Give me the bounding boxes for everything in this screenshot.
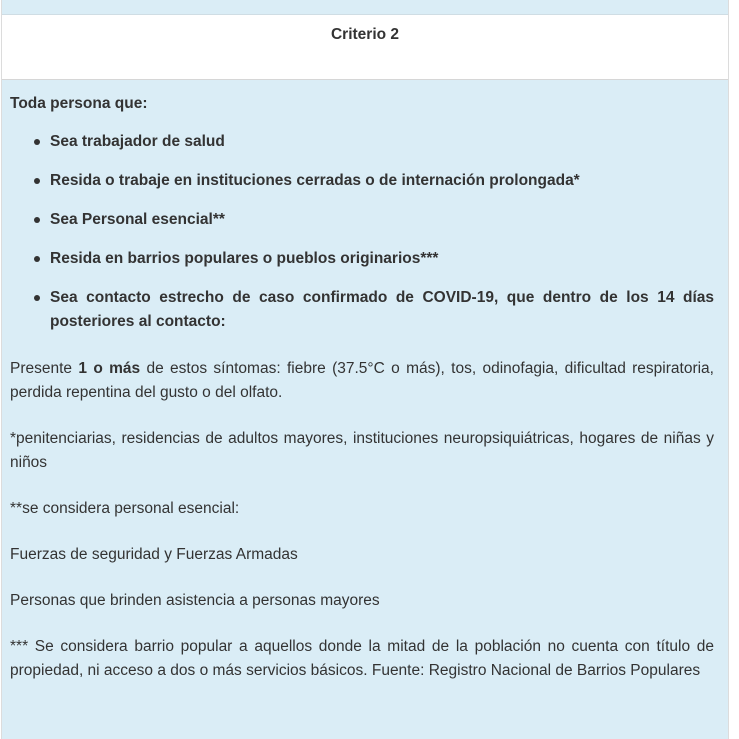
essential-staff-security: Fuerzas de seguridad y Fuerzas Armadas xyxy=(10,546,298,563)
criteria-list xyxy=(10,130,714,334)
table-bottom-edge xyxy=(2,735,728,739)
symptoms-prefix: Presente xyxy=(10,360,79,377)
table-header-cell xyxy=(2,15,728,80)
symptoms-suffix: de estos síntomas: fiebre (37.5°C o más), tos, odinofagia, dificultad respiratoria, perdida repentina del gusto o del olfato. xyxy=(10,360,714,401)
header-title: Criterio 2 xyxy=(330,26,400,43)
criteria-table xyxy=(1,0,729,739)
footnote-essential-staff: **se considera personal esencial: xyxy=(10,500,240,517)
criteria-item: Sea contacto estrecho de caso confirmado de COVID-19, que dentro de los 14 días posteriores al contacto: xyxy=(50,286,714,334)
criteria-item: Sea Personal esencial** xyxy=(50,208,714,232)
footnote-popular-neighborhoods: *** Se considera barrio popular a aquellos donde la mitad de la población no cuenta con título de propiedad, ni acceso a dos o más servicios básicos. Fuente: Registro Nacional de Barrios Populares xyxy=(10,638,714,679)
criteria-item: Resida o trabaje en instituciones cerradas o de internación prolongada* xyxy=(50,169,714,193)
previous-row-edge xyxy=(2,0,728,15)
symptoms-paragraph xyxy=(10,357,714,405)
essential-staff-elder-care: Personas que brinden asistencia a personas mayores xyxy=(10,592,380,609)
criteria-item: Resida en barrios populares o pueblos originarios*** xyxy=(50,247,714,271)
table-body-cell xyxy=(2,80,728,683)
footnote-institutions: *penitenciarias, residencias de adultos mayores, instituciones neuropsiquiátricas, hogares de niñas y niños xyxy=(10,430,714,471)
symptoms-emphasis: 1 o más xyxy=(78,360,141,377)
intro-text: Toda persona que: xyxy=(10,95,148,112)
criteria-item: Sea trabajador de salud xyxy=(50,130,714,154)
